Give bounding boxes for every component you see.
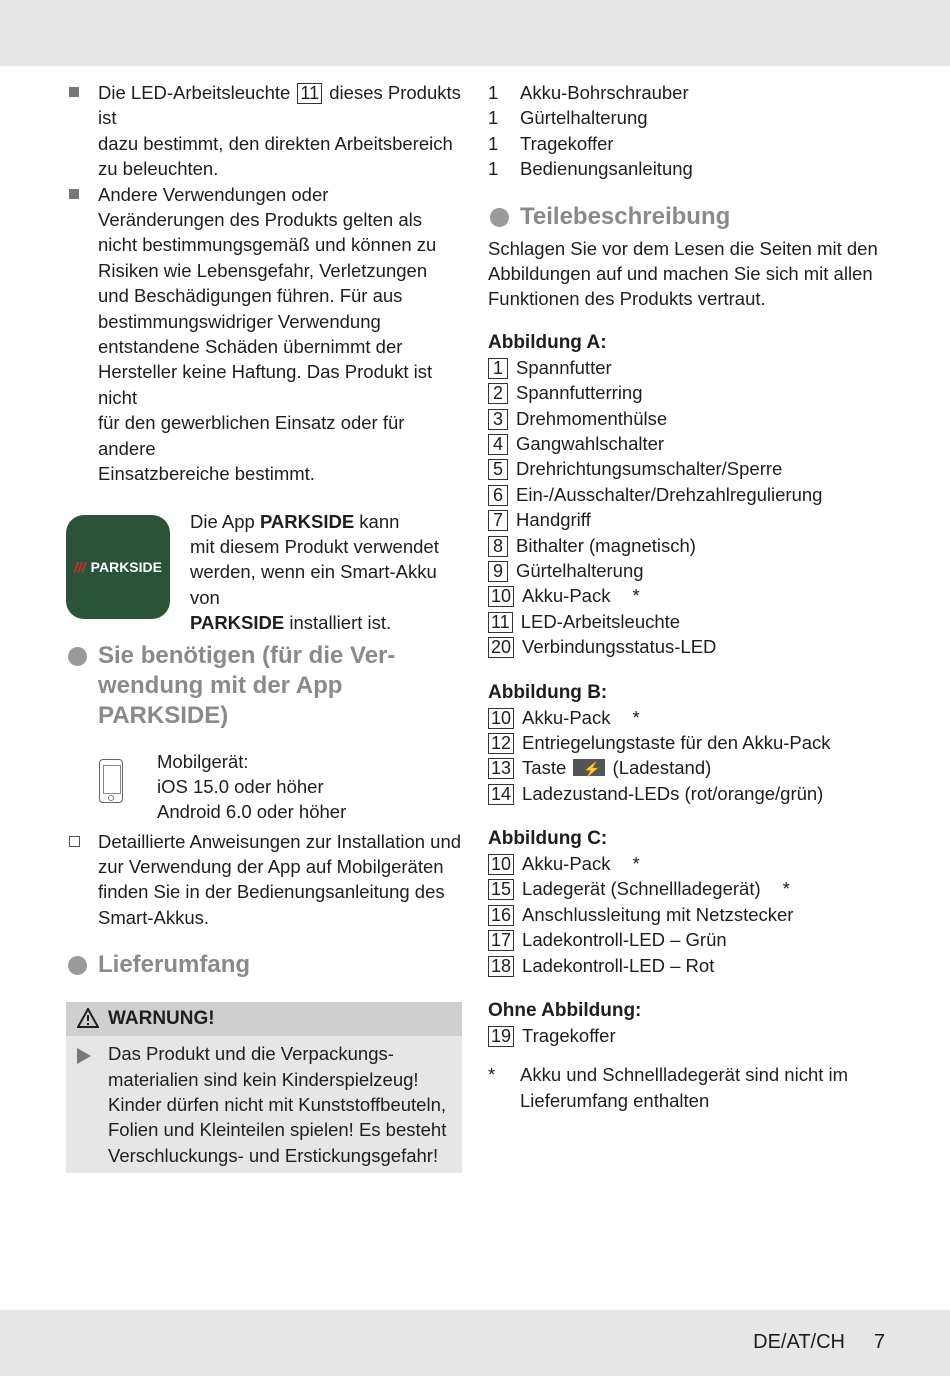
part-label: Akku-Pack xyxy=(522,585,611,607)
app-info xyxy=(66,509,462,634)
part-number-box: 8 xyxy=(488,536,508,557)
part-label: Spannfutterring xyxy=(516,382,643,404)
heading-line: Lieferumfang xyxy=(98,951,251,979)
part-number-box: 13 xyxy=(488,758,514,779)
part-number-box: 11 xyxy=(488,612,513,633)
figure-b-title: Abbildung B: xyxy=(488,681,608,703)
heading-line: Sie benötigen (für die Ver- xyxy=(98,641,396,669)
part-row xyxy=(488,927,888,952)
part-row xyxy=(488,533,888,558)
asterisk: * xyxy=(632,585,640,607)
part-label: Tragekoffer xyxy=(522,1025,616,1047)
footnote-line: Lieferumfang enthalten xyxy=(520,1089,710,1111)
bullet3-line: Smart-Akkus. xyxy=(98,906,210,928)
asterisk: * xyxy=(632,853,640,875)
bullet2-line: Andere Verwendungen oder xyxy=(98,183,329,205)
part-row xyxy=(488,456,888,481)
part-label: Ladezustand-LEDs (rot/orange/grün) xyxy=(522,782,824,804)
heading-dot-icon xyxy=(490,208,509,227)
bullet2-line: Einsatzbereiche bestimmt. xyxy=(98,463,315,485)
app-line1 xyxy=(190,509,465,534)
mobile-line: iOS 15.0 oder höher xyxy=(157,775,324,797)
delivery-item xyxy=(488,131,888,156)
app-l4-post: installiert ist. xyxy=(284,612,392,634)
heading-delivery xyxy=(66,950,462,980)
part-row xyxy=(488,876,888,901)
part-label: Gangwahlschalter xyxy=(516,433,665,455)
part-label: Drehrichtungsumschalter/Sperre xyxy=(516,458,783,480)
figure-b-list xyxy=(488,705,888,807)
mobile-line: Mobilgerät: xyxy=(157,750,249,772)
bullet3-line: finden Sie in der Bedienungsanleitung des xyxy=(98,881,445,903)
bullet3-line: zur Verwendung der App auf Mobilgeräten xyxy=(98,855,444,877)
part-number-box: 5 xyxy=(488,459,508,480)
warning-header xyxy=(66,1002,462,1036)
warning-triangle-icon xyxy=(77,1008,99,1028)
part-row xyxy=(488,634,888,659)
warning-line: Das Produkt und die Verpackungs- xyxy=(108,1043,394,1065)
bullet2-line: und Beschädigungen führen. Für aus xyxy=(98,285,403,307)
part-label-suffix: (Ladestand) xyxy=(612,757,712,779)
part-number-box: 9 xyxy=(488,561,508,582)
part-row xyxy=(488,583,888,608)
app-l1-post: kann xyxy=(354,510,400,532)
part-number-box: 19 xyxy=(488,1026,514,1047)
header-band xyxy=(0,0,950,66)
no-figure-list xyxy=(488,1023,888,1048)
bullet1-line1 xyxy=(98,80,462,131)
figure-c-section xyxy=(488,826,888,978)
smartphone-icon xyxy=(99,759,123,803)
qty: 1 xyxy=(488,82,499,103)
bullet1-line2: dazu bestimmt, den direkten Arbeitsbereich xyxy=(98,132,453,154)
delivery-item xyxy=(488,80,888,105)
app-line4 xyxy=(190,610,465,635)
no-figure-section xyxy=(488,998,888,1048)
part-label: Handgriff xyxy=(516,509,591,531)
intro-line: Schlagen Sie vor dem Lesen die Seiten mit den xyxy=(488,237,878,259)
part-number-box: 10 xyxy=(488,708,514,729)
bullet1-pre: Die LED-Arbeitsleuchte xyxy=(98,82,291,103)
part-row xyxy=(488,558,888,583)
app-l1-bold: PARKSIDE xyxy=(259,510,355,532)
mobile-line: Android 6.0 oder höher xyxy=(157,801,347,823)
part-label: Ein-/Ausschalter/Drehzahlregulierung xyxy=(516,483,823,505)
app-l1-pre: Die App xyxy=(190,510,260,532)
asterisk: * xyxy=(782,878,790,900)
bullet2-line: bestimmungswidriger Verwendung xyxy=(98,310,381,332)
part-number-box: 10 xyxy=(488,586,514,607)
part-label: Entriegelungstaste für den Akku-Pack xyxy=(522,731,831,753)
part-label: Ladekontroll-LED – Rot xyxy=(522,954,715,976)
part-row xyxy=(488,507,888,532)
heading-line: Teilebeschreibung xyxy=(520,202,731,230)
delivery-item xyxy=(488,156,888,181)
part-number-box: 11 xyxy=(297,83,322,104)
part-number-box: 15 xyxy=(488,879,514,900)
part-label: Akku-Pack xyxy=(522,706,611,728)
delivery-list xyxy=(488,80,888,182)
app-line2: mit diesem Produkt verwendet xyxy=(190,535,439,557)
right-column xyxy=(488,80,888,1113)
heading-parts-description xyxy=(488,202,888,232)
checkbox-bullet-icon xyxy=(69,836,80,847)
part-label: Taste xyxy=(522,757,567,779)
bullet1-post: dieses Produkts ist xyxy=(98,82,461,129)
mobile-text xyxy=(157,749,346,825)
delivery-item xyxy=(488,105,888,130)
intro-line: Abbildungen auf und machen Sie sich mit allen xyxy=(488,263,873,285)
part-label: Spannfutter xyxy=(516,356,612,378)
heading-app-requirements xyxy=(66,641,462,731)
warning-line: Verschluckungs- und Erstickungsgefahr! xyxy=(108,1144,439,1166)
heading-dot-icon xyxy=(68,647,87,666)
part-row xyxy=(488,355,888,380)
part-row xyxy=(488,406,888,431)
bullet2-line: für den gewerblichen Einsatz oder für andere xyxy=(98,412,405,459)
square-bullet-icon xyxy=(69,87,79,97)
square-bullet-icon xyxy=(69,189,79,199)
qty: 1 xyxy=(488,107,499,129)
warning-title: WARNUNG! xyxy=(108,1008,215,1030)
parkside-app-logo xyxy=(66,515,170,619)
item-text: Gürtelhalterung xyxy=(520,107,648,129)
footnote-line: Akku und Schnellladegerät sind nicht im xyxy=(520,1064,849,1086)
warning-line: Folien und Kleinteilen spielen! Es besteht xyxy=(108,1119,447,1141)
figure-c-title: Abbildung C: xyxy=(488,828,608,850)
part-row xyxy=(488,755,888,780)
part-label: Akku-Pack xyxy=(522,853,611,875)
misuse-bullet xyxy=(66,182,462,487)
logo-text: PARKSIDE xyxy=(90,558,162,575)
qty: 1 xyxy=(488,132,499,154)
footer-region: DE/AT/CH xyxy=(753,1331,845,1353)
mobile-requirements xyxy=(66,749,462,823)
warning-line: Kinder dürfen nicht mit Kunststoffbeuteln, xyxy=(108,1093,446,1115)
part-number-box: 2 xyxy=(488,383,508,404)
part-row xyxy=(488,902,888,927)
part-number-box: 14 xyxy=(488,784,514,805)
figure-a-section xyxy=(488,330,888,660)
part-number-box: 18 xyxy=(488,956,514,977)
bullet2-line: Risiken wie Lebensgefahr, Verletzungen xyxy=(98,259,428,281)
warning-body xyxy=(66,1036,462,1173)
part-row xyxy=(488,705,888,730)
asterisk: * xyxy=(632,706,640,728)
intro-line: Funktionen des Produkts vertraut. xyxy=(488,288,766,310)
page-number: 7 xyxy=(873,1331,885,1353)
part-row xyxy=(488,380,888,405)
item-text: Bedienungsanleitung xyxy=(520,158,693,180)
part-label: Ladekontroll-LED – Grün xyxy=(522,929,727,951)
bullet2-line: Hersteller keine Haftung. Das Produkt ist nicht xyxy=(98,361,433,408)
heading-line: PARKSIDE) xyxy=(98,701,229,729)
item-text: Tragekoffer xyxy=(520,132,614,154)
part-number-box: 20 xyxy=(488,637,514,658)
footnote xyxy=(488,1062,888,1113)
part-label: Drehmomenthülse xyxy=(516,407,668,429)
part-row xyxy=(488,1023,888,1048)
part-number-box: 17 xyxy=(488,930,514,951)
parts-intro xyxy=(488,236,888,312)
part-number-box: 4 xyxy=(488,434,508,455)
logo-slashes: /// xyxy=(74,558,86,575)
arrow-right-icon xyxy=(77,1048,91,1064)
part-row xyxy=(488,609,888,634)
bullet2-line: nicht bestimmungsgemäß und können zu xyxy=(98,234,437,256)
warning-box xyxy=(66,1002,462,1173)
part-number-box: 3 xyxy=(488,409,508,430)
part-label: Bithalter (magnetisch) xyxy=(516,534,696,556)
part-label: Verbindungsstatus-LED xyxy=(522,636,717,658)
qty: 1 xyxy=(488,158,499,180)
app-instructions-bullet xyxy=(66,829,462,931)
bullet1-line3: zu beleuchten. xyxy=(98,158,219,180)
part-label: LED-Arbeitsleuchte xyxy=(520,610,681,632)
figure-a-title: Abbildung A: xyxy=(488,331,607,353)
intended-use-bullet xyxy=(66,80,462,182)
app-line3: werden, wenn ein Smart-Akku von xyxy=(190,561,437,608)
no-figure-title: Ohne Abbildung: xyxy=(488,1000,642,1022)
bullet2-line: Veränderungen des Produkts gelten als xyxy=(98,209,422,231)
part-row xyxy=(488,781,888,806)
bullet2-line: entstandene Schäden übernimmt der xyxy=(98,336,403,358)
heading-line: wendung mit der App xyxy=(98,671,343,699)
part-number-box: 7 xyxy=(488,510,508,531)
part-number-box: 12 xyxy=(488,733,514,754)
warning-line: materialien sind kein Kinderspielzeug! xyxy=(108,1068,419,1090)
part-label: Ladegerät (Schnellladegerät) xyxy=(522,878,761,900)
part-number-box: 6 xyxy=(488,485,508,506)
figure-a-list xyxy=(488,355,888,660)
bullet3-line: Detaillierte Anweisungen zur Installation und xyxy=(98,830,462,852)
part-label: Gürtelhalterung xyxy=(516,559,644,581)
heading-dot-icon xyxy=(68,956,87,975)
part-row xyxy=(488,431,888,456)
part-number-box: 1 xyxy=(488,358,508,379)
figure-c-list xyxy=(488,851,888,978)
charge-level-button-icon xyxy=(573,759,605,776)
item-text: Akku-Bohrschrauber xyxy=(520,82,689,103)
part-row xyxy=(488,482,888,507)
part-row xyxy=(488,851,888,876)
app-l4-bold: PARKSIDE xyxy=(190,612,285,634)
app-text xyxy=(190,509,465,636)
part-row xyxy=(488,953,888,978)
part-label: Anschlussleitung mit Netzstecker xyxy=(522,903,794,925)
left-column xyxy=(66,80,462,1173)
part-row xyxy=(488,730,888,755)
footnote-mark: * xyxy=(488,1064,496,1086)
part-number-box: 16 xyxy=(488,905,514,926)
part-number-box: 10 xyxy=(488,854,514,875)
figure-b-section xyxy=(488,680,888,807)
